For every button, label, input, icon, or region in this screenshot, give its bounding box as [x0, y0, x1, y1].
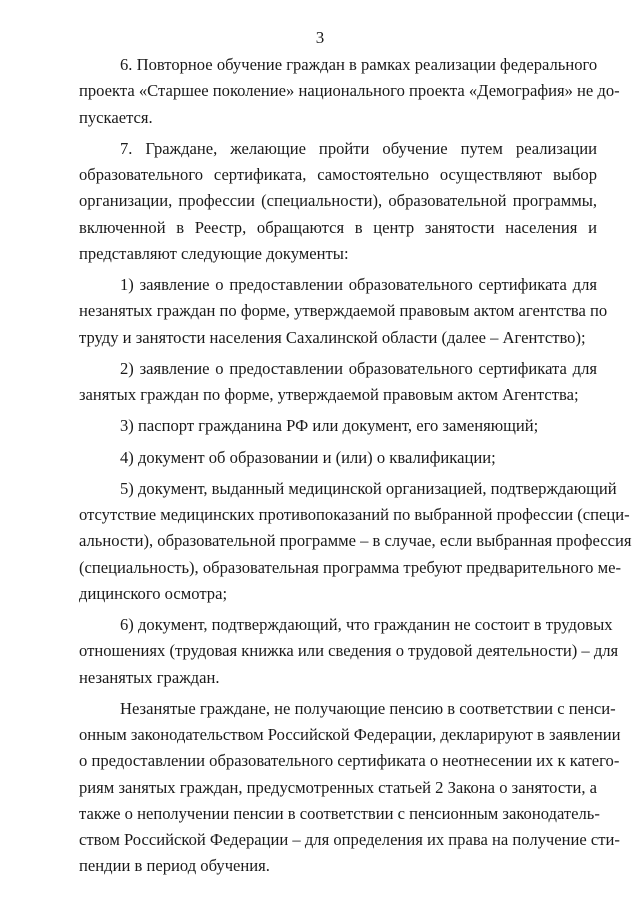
list-item-3	[79, 413, 597, 439]
list-item-6	[79, 612, 619, 691]
text-line: организации, профессии (специальности), образовательной программы,	[79, 191, 597, 211]
text-line: занятых граждан по форме, утверждаемой правовым актом Агентства;	[79, 385, 579, 404]
text-line: 4) документ об образовании и (или) о квалификации;	[120, 447, 496, 467]
text-line: 6. Повторное обучение граждан в рамках реализации федерального	[120, 55, 598, 74]
text-line: онным законодательством Российской Федерации, декларируют в заявлении	[79, 725, 621, 744]
text-line: риям занятых граждан, предусмотренных статьей 2 Закона о занятости, а	[79, 777, 597, 797]
text-line: о предоставлении образовательного сертификата о неотнесении их к катего-	[79, 751, 620, 771]
text-line: 2) заявление о предоставлении образовательного сертификата для	[120, 358, 597, 378]
document-body	[79, 52, 632, 880]
paragraph-6	[79, 52, 620, 131]
text-line: 6) документ, подтверждающий, что гражданин не состоит в трудовых	[120, 615, 613, 634]
page-number: 3	[315, 28, 325, 47]
text-line: Незанятые граждане, не получающие пенсию в соответствии с пенси-	[120, 698, 616, 718]
text-line: ством Российской Федерации – для определения их права на получение сти-	[79, 830, 620, 849]
text-line: пендии в период обучения.	[79, 856, 270, 876]
text-line: образовательного сертификата, самостоятельно осуществляют выбор	[79, 165, 597, 184]
list-item-5	[79, 476, 632, 607]
paragraph-unemployed-declaration	[79, 696, 621, 880]
text-line: альности), образовательной программе – в случае, если выбранная профессия	[79, 531, 632, 551]
text-line: дицинского осмотра;	[79, 583, 228, 603]
text-line: 7. Граждане, желающие пройти обучение путем реализации	[120, 138, 597, 158]
text-line: 3) паспорт гражданина РФ или документ, его заменяющий;	[120, 416, 539, 436]
text-line: 5) документ, выданный медицинской организацией, подтверждающий	[120, 478, 617, 498]
text-line: проекта «Старшее поколение» национального проекта «Демография» не до-	[79, 81, 620, 101]
list-item-1	[79, 272, 608, 351]
text-line: отсутствие медицинских противопоказаний по выбранной профессии (специ-	[79, 505, 630, 524]
text-line: включенной в Реестр, обращаются в центр занятости населения и	[79, 217, 597, 237]
paragraph-7	[79, 136, 597, 267]
text-line: (специальность), образовательная программа требуют предварительного ме-	[79, 557, 621, 577]
list-item-4	[79, 445, 597, 471]
text-line: представляют следующие документы:	[79, 243, 349, 263]
text-line: отношениях (трудовая книжка или сведения о трудовой деятельности) – для	[79, 641, 619, 661]
text-line: незанятых граждан по форме, утверждаемой правовым актом агентства по	[79, 301, 608, 321]
text-line: незанятых граждан.	[79, 667, 220, 687]
list-item-2	[79, 356, 597, 409]
text-line: пускается.	[79, 107, 153, 127]
text-line: также о неполучении пенсии в соответствии с пенсионным законодатель-	[79, 803, 600, 823]
text-line: 1) заявление о предоставлении образовательного сертификата для	[120, 275, 597, 294]
text-line: труду и занятости населения Сахалинской области (далее – Агентство);	[79, 327, 586, 347]
